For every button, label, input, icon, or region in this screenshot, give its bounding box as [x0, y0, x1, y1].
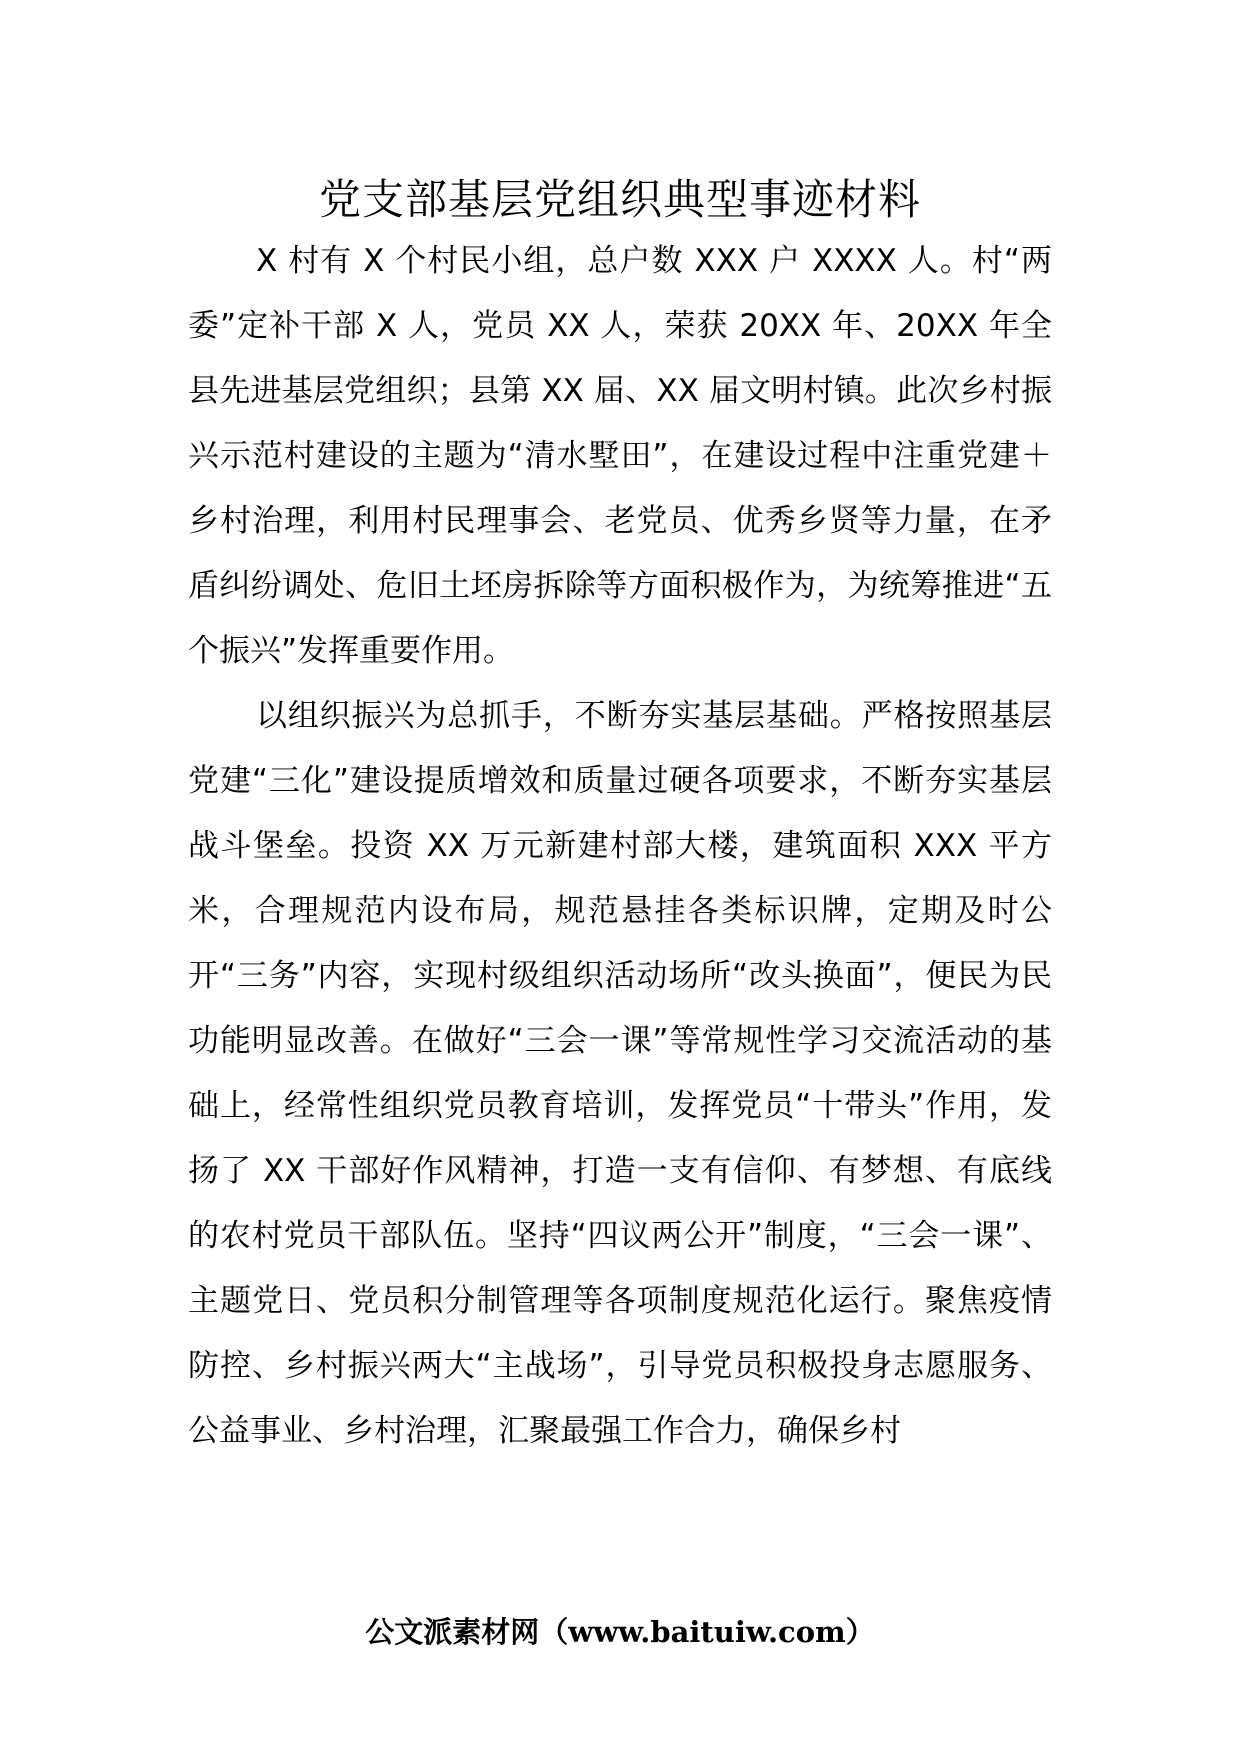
footer-watermark: 公文派素材网（www.baituiw.com） [365, 1615, 875, 1649]
paragraph-intro: X 村有 X 个村民小组，总户数 XXX 户 XXXX 人。村“两委”定补干部 X 人，党员 XX 人，荣获 20XX 年、20XX 年全县先进基层党组织；县第 XX 届、XX 届文明村镇。此次乡村振兴示范村建设的主题为“清水墅田”，在建设过程中注重党建＋乡村治理，利用村民理事会、老党员、优秀乡贤等力量，在矛盾纠纷调处、危旧土坯房拆除等方面积极作为，为统筹推进“五个振兴”发挥重要作用。 [188, 243, 1052, 669]
document-body [188, 229, 1052, 1464]
paragraph-organization: 以组织振兴为总抓手，不断夯实基层基础。严格按照基层党建“三化”建设提质增效和质量过硬各项要求，不断夯实基层战斗堡垒。投资 XX 万元新建村部大楼，建筑面积 XXX 平方米，合理规范内设布局，规范悬挂各类标识牌，定期及时公开“三务”内容，实现村级组织活动场所“改头换面”，便民为民功能明显改善。在做好“三会一课”等常规性学习交流活动的基础上，经常性组织党员教育培训，发挥党员“十带头”作用，发扬了 XX 干部好作风精神，打造一支有信仰、有梦想、有底线的农村党员干部队伍。坚持“四议两公开”制度，“三会一课”、主题党日、党员积分制管理等各项制度规范化运行。聚焦疫情防控、乡村振兴两大“主战场”，引导党员积极投身志愿服务、公益事业、乡村治理，汇聚最强工作合力，确保乡村 [188, 698, 1052, 1449]
document-title: 党支部基层党组织典型事迹材料 [318, 175, 921, 224]
